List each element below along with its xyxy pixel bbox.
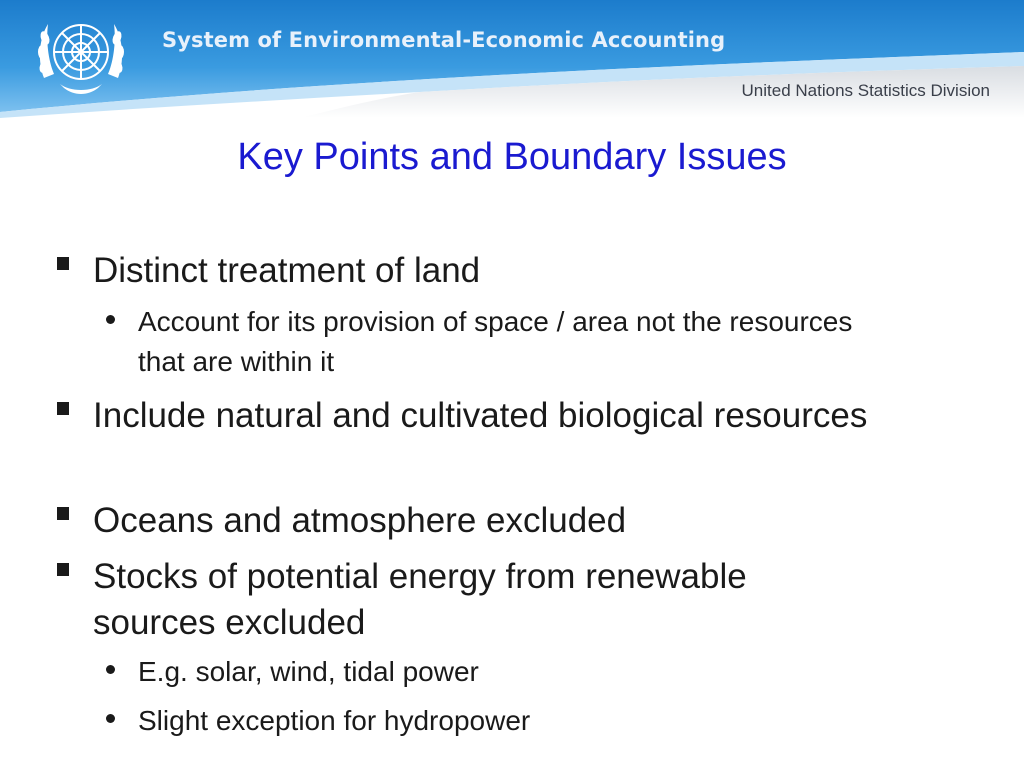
bullet-text: Stocks of potential energy from renewable sources excluded [93, 557, 747, 642]
bullet-text: Distinct treatment of land [93, 251, 481, 290]
sub-bullet-item [138, 701, 878, 741]
square-bullet-icon [57, 257, 69, 270]
sub-bullet-item [138, 652, 878, 692]
bullet-text: Oceans and atmosphere excluded [93, 501, 627, 540]
dot-bullet-icon [106, 714, 115, 723]
slide-title: Key Points and Boundary Issues [237, 136, 787, 178]
bullet-item [93, 554, 873, 646]
bullet-item [93, 498, 873, 544]
sub-bullet-item [138, 302, 878, 382]
division-name: United Nations Statistics Division [741, 81, 990, 100]
sub-bullet-text: E.g. solar, wind, tidal power [138, 656, 479, 687]
sub-bullet-text: Account for its provision of space / area not the resources that are within it [138, 306, 853, 377]
slide-header [0, 0, 1024, 118]
dot-bullet-icon [106, 315, 115, 324]
square-bullet-icon [57, 563, 69, 576]
square-bullet-icon [57, 402, 69, 415]
square-bullet-icon [57, 507, 69, 520]
un-emblem-icon [30, 8, 132, 100]
bullet-item [93, 248, 873, 294]
dot-bullet-icon [106, 665, 115, 674]
bullet-text: Include natural and cultivated biological resources [93, 396, 868, 435]
series-title: System of Environmental-Economic Accounting [162, 28, 726, 52]
sub-bullet-text: Slight exception for hydropower [138, 705, 531, 736]
bullet-item [93, 393, 873, 439]
